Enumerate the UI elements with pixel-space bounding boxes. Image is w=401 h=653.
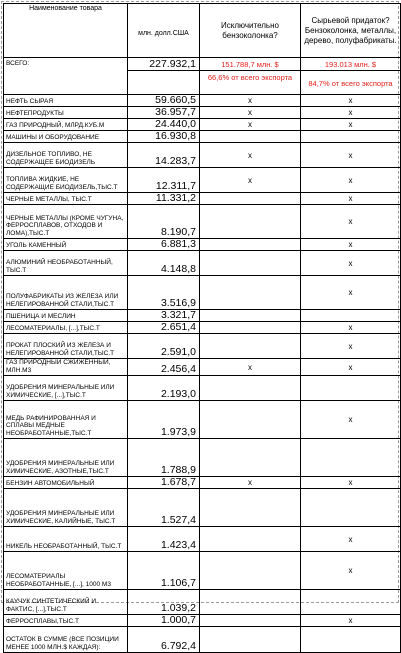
header-row <box>4 4 401 58</box>
table-row <box>4 376 401 401</box>
row-raw-mark <box>301 489 401 527</box>
row-raw-mark: x <box>301 276 401 310</box>
total-name-cell: ВСЕГО: <box>4 58 128 95</box>
row-name-cell: ДИЗЕЛЬНОЕ ТОПЛИВО, НЕ СОДЕРЖАЩЕЕ БИОДИЗЕЛЬ <box>4 143 128 168</box>
row-value-cell: 1.678,7 <box>128 477 200 489</box>
row-name-cell: КАУЧУК СИНТЕТИЧЕСКИЙ И ФАКТИС, [...],ТЫС.Т <box>4 590 128 615</box>
row-value-cell: 59.660,5 <box>128 95 200 107</box>
row-raw-mark: x <box>301 615 401 627</box>
table-row <box>4 552 401 590</box>
row-name-cell: ЧЕРНЫЕ МЕТАЛЛЫ (КРОМЕ ЧУГУНА, ФЕРРОСПЛАВОВ, ОТХОДОВ И ЛОМА),ТЫС.Т <box>4 205 128 239</box>
row-name-cell: УДОБРЕНИЯ МИНЕРАЛЬНЫЕ ИЛИ ХИМИЧЕСКИЕ, КАЛИЙНЫЕ, ТЫС.Т <box>4 489 128 527</box>
spreadsheet-page <box>1 1 399 652</box>
table-row <box>4 193 401 205</box>
row-raw-mark <box>301 310 401 322</box>
row-raw-mark: x <box>301 334 401 359</box>
row-benzo-mark <box>200 401 301 439</box>
row-raw-mark <box>301 131 401 143</box>
row-raw-mark: x <box>301 168 401 193</box>
row-benzo-mark <box>200 627 301 653</box>
row-benzo-mark: x <box>200 143 301 168</box>
table-row <box>4 168 401 193</box>
row-benzo-mark: x <box>200 168 301 193</box>
row-name-cell: ЧЕРНЫЕ МЕТАЛЛЫ, ТЫС.Т <box>4 193 128 205</box>
row-name-cell: ПШЕНИЦА И МЕСЛИН <box>4 310 128 322</box>
row-benzo-mark <box>200 552 301 590</box>
table-row <box>4 107 401 119</box>
row-benzo-mark <box>200 334 301 359</box>
row-value-cell: 1.788,9 <box>128 439 200 477</box>
row-name-cell: НИКЕЛЬ НЕОБРАБОТАННЫЙ, ТЫС.Т <box>4 527 128 552</box>
total-value-cell: 227.932,1 <box>128 58 200 71</box>
row-value-cell: 1.527,4 <box>128 489 200 527</box>
row-value-cell: 3.321,7 <box>128 310 200 322</box>
table-row <box>4 477 401 489</box>
row-benzo-mark <box>200 276 301 310</box>
row-benzo-mark <box>200 310 301 322</box>
row-raw-mark: x <box>301 251 401 276</box>
header-unit-cell: млн. долл.США <box>128 4 200 58</box>
row-name-cell: ФЕРРОСПЛАВЫ,ТЫС.Т <box>4 615 128 627</box>
table-row <box>4 627 401 653</box>
row-name-cell: ОСТАТОК В СУММЕ (ВСЕ ПОЗИЦИИ МЕНЕЕ 1000 МЛН.$ КАЖДАЯ): <box>4 627 128 653</box>
row-name-cell: НЕФТЬ СЫРАЯ <box>4 95 128 107</box>
total-row <box>4 58 401 71</box>
row-benzo-mark <box>200 239 301 251</box>
row-benzo-mark <box>200 205 301 239</box>
row-benzo-mark: x <box>200 359 301 376</box>
table-row <box>4 359 401 376</box>
export-table <box>3 3 401 653</box>
total-raw-pct: 84,7% от всего экспорта <box>301 71 401 95</box>
row-benzo-mark <box>200 193 301 205</box>
row-raw-mark: x <box>301 205 401 239</box>
table-row <box>4 322 401 334</box>
row-raw-mark: x <box>301 95 401 107</box>
row-raw-mark: x <box>301 193 401 205</box>
row-value-cell: 2.193,0 <box>128 376 200 401</box>
row-value-cell: 2.591,0 <box>128 334 200 359</box>
row-value-cell: 1.000,7 <box>128 615 200 627</box>
table-row <box>4 401 401 439</box>
row-name-cell: АЛЮМИНИЙ НЕОБРАБОТАННЫЙ, ТЫС.Т <box>4 251 128 276</box>
total-raw-sum: 193.013 млн. $ <box>301 58 401 71</box>
row-raw-mark: x <box>301 359 401 376</box>
row-name-cell: УДОБРЕНИЯ МИНЕРАЛЬНЫЕ ИЛИ ХИМИЧЕСКИЕ, АЗОТНЫЕ,ТЫС.Т <box>4 439 128 477</box>
row-value-cell: 4.148,8 <box>128 251 200 276</box>
row-name-cell: ПРОКАТ ПЛОСКИЙ ИЗ ЖЕЛЕЗА И НЕЛЕГИРОВАННОЙ СТАЛИ,ТЫС.Т <box>4 334 128 359</box>
row-value-cell: 6.792,4 <box>128 627 200 653</box>
row-value-cell: 2.651,4 <box>128 322 200 334</box>
row-name-cell: НЕФТЕПРОДУКТЫ <box>4 107 128 119</box>
row-raw-mark: x <box>301 239 401 251</box>
row-value-cell: 8.190,7 <box>128 205 200 239</box>
row-raw-mark <box>301 376 401 401</box>
table-row <box>4 439 401 477</box>
row-benzo-mark <box>200 489 301 527</box>
row-raw-mark: x <box>301 552 401 590</box>
row-value-cell: 1.039,2 <box>128 590 200 615</box>
row-raw-mark: x <box>301 401 401 439</box>
row-name-cell: ПОЛУФАБРИКАТЫ ИЗ ЖЕЛЕЗА ИЛИ НЕЛЕГИРОВАННОЙ СТАЛИ,ТЫС.Т <box>4 276 128 310</box>
table-row <box>4 590 401 615</box>
row-benzo-mark: x <box>200 119 301 131</box>
row-benzo-mark: x <box>200 95 301 107</box>
row-name-cell: БЕНЗИН АВТОМОБИЛЬНЫЙ <box>4 477 128 489</box>
row-benzo-mark <box>200 322 301 334</box>
header-benzo-cell: Исключительно бензоколонка? <box>200 4 301 58</box>
row-raw-mark <box>301 627 401 653</box>
row-value-cell: 1.106,7 <box>128 552 200 590</box>
row-benzo-mark <box>200 527 301 552</box>
table-row <box>4 131 401 143</box>
table-row <box>4 334 401 359</box>
row-name-cell: УГОЛЬ КАМЕННЫЙ <box>4 239 128 251</box>
row-benzo-mark <box>200 251 301 276</box>
row-raw-mark <box>301 590 401 615</box>
row-benzo-mark <box>200 439 301 477</box>
row-value-cell: 14.283,7 <box>128 143 200 168</box>
row-benzo-mark <box>200 590 301 615</box>
row-value-cell: 6.881,3 <box>128 239 200 251</box>
total-empty-cell <box>128 71 200 95</box>
row-value-cell: 3.516,9 <box>128 276 200 310</box>
row-value-cell: 24.440,0 <box>128 119 200 131</box>
table-row <box>4 489 401 527</box>
row-name-cell: УДОБРЕНИЯ МИНЕРАЛЬНЫЕ ИЛИ ХИМИЧЕСКИЕ, [...],ТЫС.Т <box>4 376 128 401</box>
row-raw-mark: x <box>301 527 401 552</box>
row-value-cell: 2.456,4 <box>128 359 200 376</box>
table-row <box>4 143 401 168</box>
table-row <box>4 251 401 276</box>
row-raw-mark: x <box>301 143 401 168</box>
row-name-cell: МЕДЬ РАФИНИРОВАННАЯ И СПЛАВЫ МЕДНЫЕ НЕОБРАБОТАННЫЕ,ТЫС.Т <box>4 401 128 439</box>
row-value-cell: 12.311,7 <box>128 168 200 193</box>
row-value-cell: 1.423,4 <box>128 527 200 552</box>
row-name-cell: МАШИНЫ И ОБОРУДОВАНИЕ <box>4 131 128 143</box>
table-row <box>4 239 401 251</box>
row-raw-mark: x <box>301 107 401 119</box>
header-raw-cell: Сырьевой придаток? Бензоколонка, металлы, дерево, полуфабрикаты. <box>301 4 401 58</box>
row-benzo-mark: x <box>200 107 301 119</box>
table-row <box>4 95 401 107</box>
total-benzo-pct: 66,6% от всего экспорта <box>200 71 301 95</box>
table-row <box>4 310 401 322</box>
row-raw-mark: x <box>301 322 401 334</box>
row-benzo-mark <box>200 615 301 627</box>
row-name-cell: ЛЕСОМАТЕРИАЛЫ, [...],ТЫС.Т <box>4 322 128 334</box>
row-value-cell: 36.957,7 <box>128 107 200 119</box>
row-value-cell: 11.331,2 <box>128 193 200 205</box>
row-name-cell: ТОПЛИВА ЖИДКИЕ, НЕ СОДЕРЖАЩИЕ БИОДИЗЕЛЬ,ТЫС.Т <box>4 168 128 193</box>
row-raw-mark <box>301 439 401 477</box>
header-name-cell: Наименование товара <box>4 4 128 58</box>
row-name-cell: ГАЗ ПРИРОДНЫЙ, МЛРД.КУБ.М <box>4 119 128 131</box>
table-row <box>4 527 401 552</box>
table-body <box>4 58 401 653</box>
row-name-cell: ЛЕСОМАТЕРИАЛЫ НЕОБРАБОТАННЫЕ, [...], 1000 М3 <box>4 552 128 590</box>
row-name-cell: ГАЗ ПРИРОДНЫЙ СЖИЖЕННЫЙ, МЛН.М3 <box>4 359 128 376</box>
row-raw-mark: x <box>301 477 401 489</box>
table-row <box>4 205 401 239</box>
table-row <box>4 615 401 627</box>
table-row <box>4 119 401 131</box>
row-benzo-mark <box>200 131 301 143</box>
row-benzo-mark: x <box>200 477 301 489</box>
row-value-cell: 16.930,8 <box>128 131 200 143</box>
total-benzo-sum: 151.788,7 млн. $ <box>200 58 301 71</box>
table-row <box>4 276 401 310</box>
row-raw-mark: x <box>301 119 401 131</box>
row-benzo-mark <box>200 376 301 401</box>
row-value-cell: 1.973,9 <box>128 401 200 439</box>
